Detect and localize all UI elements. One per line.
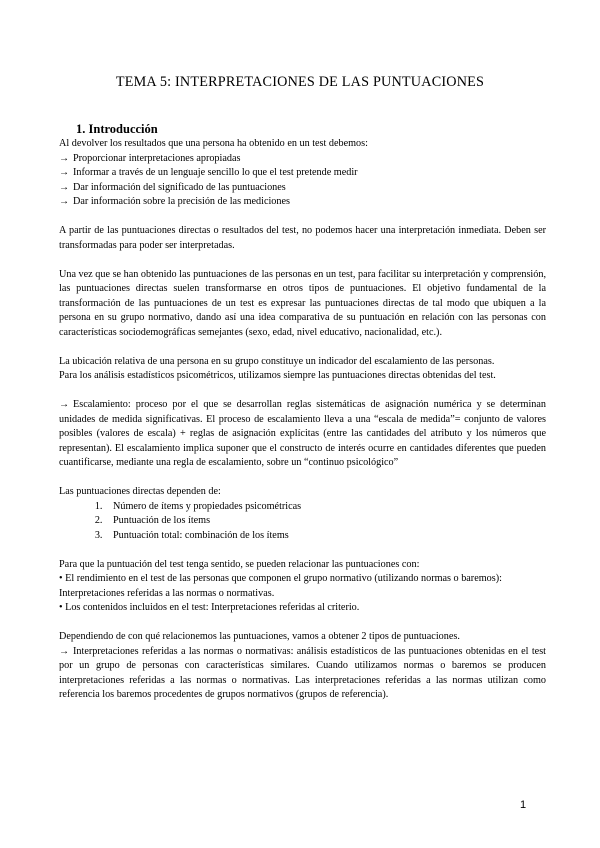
page-number: 1 — [520, 799, 527, 811]
intro-item: → Proporcionar interpretaciones apropiadas — [59, 152, 546, 167]
intro-item: → Dar información sobre la precisión de las mediciones — [59, 195, 546, 210]
paragraph-psychometric: Para los análisis estadísticos psicométricos, utilizamos siempre las puntuaciones directas obtenidas del test. — [59, 370, 496, 381]
paragraph-objective: Una vez que se han obtenido las puntuaciones de las personas en un test, para facilitar su interpretación y comprensión, las puntuaciones directas suelen transformarse en otros tipos de puntuaciones. El objetivo fundamental de la transformación de las puntuaciones de un test es expresar las puntuaciones directas de tal modo que ubiquen a la persona en su grupo normativo, dando así una idea comparativa de su puntuación en relación con las personas con características sociodemográficas semejantes (sexo, edad, nivel educativo, nacionalidad, etc.). — [59, 268, 546, 338]
document-body — [59, 137, 546, 703]
intro-item: → Informar a través de un lenguaje sencillo lo que el test pretende medir — [59, 166, 546, 181]
intro-item: → Dar información del significado de las puntuaciones — [59, 181, 546, 196]
paragraph-depends-intro: Las puntuaciones directas dependen de: — [59, 486, 221, 497]
paragraph-scaling: → Escalamiento: proceso por el que se desarrollan reglas sistemáticas de asignación numérica y se determinan unidades de medida significativas. El proceso de escalamiento lleva a una “escala de medida”= conjunto de valores posibles (valores de escala) + reglas de asignación explícitas (entre las cantidades del atributo y los números que representan). El escalamiento implica suponer que el constructo de interés ocurre en cantidades diferentes que pueden cuantificarse, mediante una regla de escalamiento, sobre un “continuo psicológico” — [59, 399, 546, 468]
arrow-icon: → — [59, 181, 70, 193]
document-title: TEMA 5: INTERPRETACIONES DE LAS PUNTUACIONES — [115, 74, 485, 90]
paragraph-normative: → Interpretaciones referidas a las normas o normativas: análisis estadísticos de las puntuaciones obtenidas en el test por un grupo de personas con características similares. Cuando utilizamos normas o baremos se producen interpretaciones referidas a las normas o normativas. Las interpretaciones referidas a las normas utilizan como referencia los baremos procedentes de grupos normativos (grupos de referencia). — [59, 645, 546, 700]
arrow-icon: → — [59, 645, 70, 657]
list-item: 3. Puntuación total: combinación de los ítems — [105, 529, 546, 544]
arrow-icon: → — [59, 167, 70, 178]
list-item: 1. Número de ítems y propiedades psicométricas — [105, 500, 546, 515]
paragraph-types-intro: Dependiendo de con qué relacionemos las puntuaciones, vamos a obtener 2 tipos de puntuaciones. — [59, 631, 460, 642]
paragraph-relate-intro: Para que la puntuación del test tenga sentido, se pueden relacionar las puntuaciones con: — [59, 558, 420, 570]
paragraph-transformation: A partir de las puntuaciones directas o resultados del test, no podemos hacer una interpretación inmediata. Deben ser transformadas para poder ser interpretadas. — [59, 225, 546, 251]
bullet-norms: • El rendimiento en el test de las personas que componen el grupo normativo (utilizando normas o baremos): Interpretaciones referidas a las normas o normativas. — [59, 573, 502, 599]
bullet-criterion: • Los contenidos incluidos en el test: Interpretaciones referidas al criterio. — [59, 602, 360, 613]
arrow-icon: → — [59, 399, 70, 410]
section-heading: 1. Introducción — [76, 122, 158, 136]
arrow-icon: → — [59, 152, 70, 164]
arrow-icon: → — [59, 196, 70, 207]
depends-list — [59, 500, 546, 544]
paragraph-location: La ubicación relativa de una persona en su grupo constituye un indicador del escalamiento de las personas. — [59, 355, 495, 367]
intro-text: Al devolver los resultados que una persona ha obtenido en un test debemos: — [59, 138, 368, 149]
list-item: 2. Puntuación de los ítems — [105, 514, 546, 529]
